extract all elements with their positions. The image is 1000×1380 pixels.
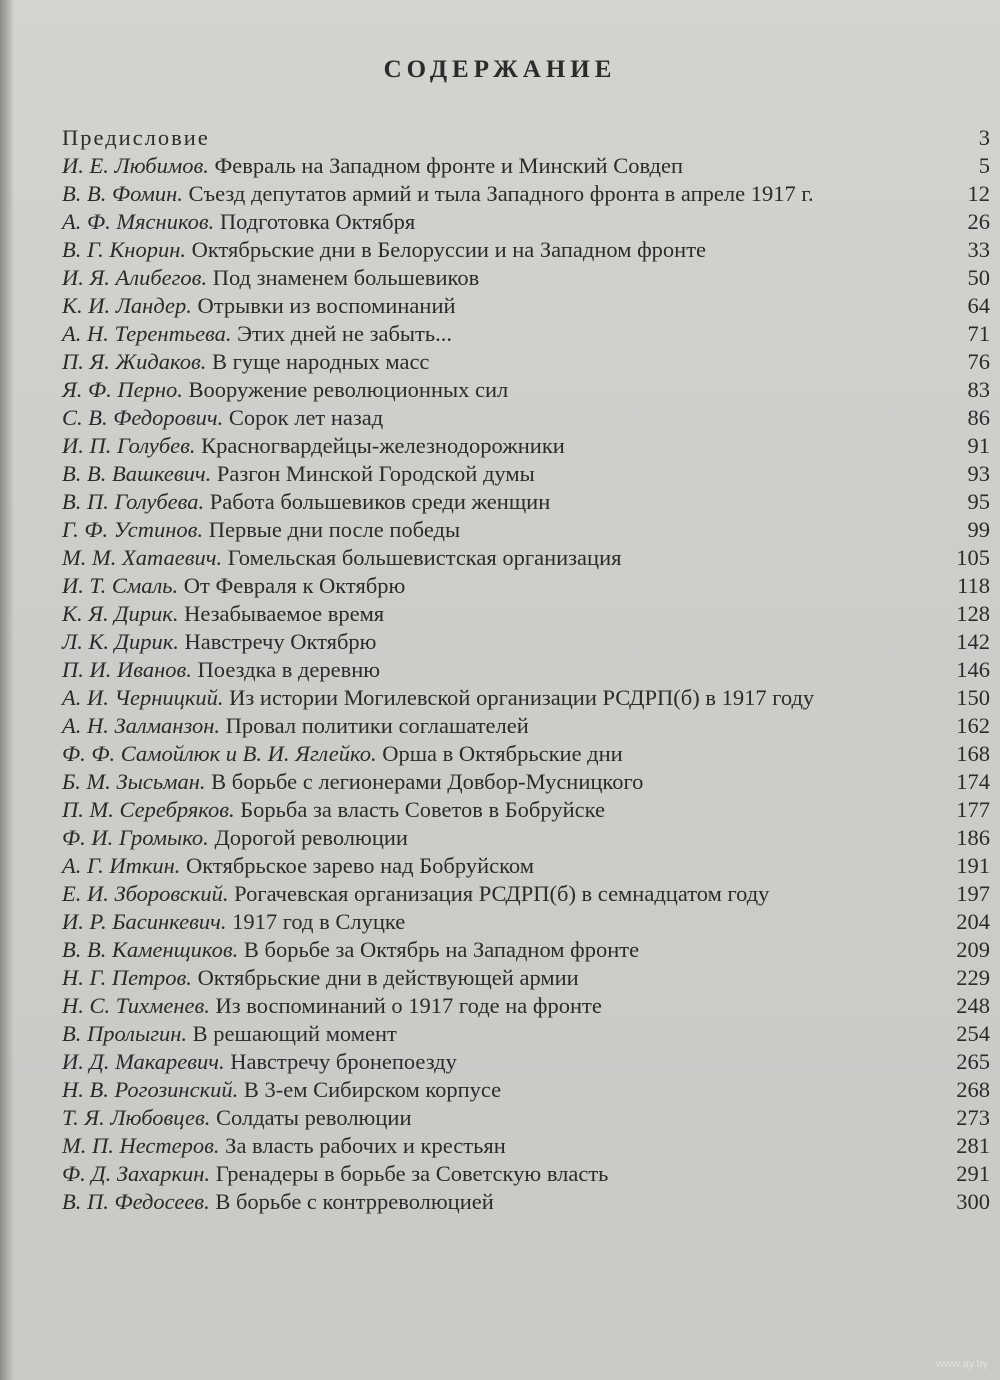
toc-entry-title: Подготовка Октября <box>219 209 416 234</box>
toc-entry-page-number: 248 <box>956 993 990 1018</box>
toc-entry-page-number: 86 <box>967 405 990 430</box>
toc-entry-title: Под знаменем большевиков <box>212 265 480 290</box>
toc-entry-page-number: 50 <box>967 265 990 290</box>
toc-entry <box>62 404 992 432</box>
toc-entry-author: Ф. И. Громыко. <box>62 825 209 850</box>
toc-entry-author: П. И. Иванов. <box>62 657 192 682</box>
toc-entry <box>62 236 992 264</box>
toc-entry-author: Н. В. Рогозинский. <box>62 1077 239 1102</box>
toc-entry-text <box>62 796 904 824</box>
toc-entry <box>62 628 992 656</box>
toc-entry <box>62 740 992 768</box>
toc-entry-text <box>62 852 904 880</box>
toc-entry-author: В. В. Фомин. <box>62 181 183 206</box>
toc-entry-author: Л. К. Дирик. <box>62 629 179 654</box>
toc-entry-author: Т. Я. Любовцев. <box>62 1105 211 1130</box>
toc-entry-page-number: 254 <box>956 1021 990 1046</box>
toc-entry-title: В решающий момент <box>192 1021 397 1046</box>
toc-entry-page-number: 99 <box>967 517 990 542</box>
toc-entry-text <box>62 1160 904 1188</box>
toc-entry-title: Этих дней не забыть... <box>237 321 452 346</box>
toc-entry-text <box>62 292 904 320</box>
toc-entry-text <box>62 236 904 264</box>
toc-entry-page-number: 229 <box>956 965 990 990</box>
toc-entry-text <box>62 432 904 460</box>
toc-entry-title: Навстречу бронепоезду <box>230 1049 457 1074</box>
toc-entry <box>62 348 992 376</box>
toc-entry-title: Орша в Октябрьские дни <box>382 741 623 766</box>
toc-entry <box>62 852 992 880</box>
toc-entry <box>62 880 992 908</box>
toc-entry-title: Борьба за власть Советов в Бобруйске <box>240 797 605 822</box>
toc-entry-page-number: 142 <box>956 629 990 654</box>
toc-entry-title: Отрывки из воспоминаний <box>197 293 456 318</box>
toc-entry <box>62 264 992 292</box>
toc-entry-author: Г. Ф. Устинов. <box>62 517 204 542</box>
toc-entry-author: В. Пролыгин. <box>62 1021 188 1046</box>
toc-entry-title: В борьбе с контрреволюцией <box>215 1189 494 1214</box>
toc-entry-title: За власть рабочих и крестьян <box>225 1133 506 1158</box>
toc-entry-text <box>62 572 904 600</box>
toc-entry-author: П. М. Серебряков. <box>62 797 235 822</box>
toc-entry-title: В борьбе с легионерами Довбор-Мусницкого <box>211 769 644 794</box>
toc-entry-text <box>62 544 904 572</box>
toc-entry-page-number: 150 <box>956 685 990 710</box>
toc-entry-page-number: 273 <box>956 1105 990 1130</box>
toc-entry-page-number: 174 <box>956 769 990 794</box>
toc-entry-page-number: 186 <box>956 825 990 850</box>
toc-entry-title: Гомельская большевистская организация <box>227 545 622 570</box>
toc-entry-text <box>62 768 904 796</box>
page-title: СОДЕРЖАНИЕ <box>383 56 617 83</box>
toc-entry-title: Предисловие <box>62 125 210 150</box>
toc-entry <box>62 376 992 404</box>
toc-entry <box>62 124 992 152</box>
toc-entry-author: А. И. Черницкий. <box>62 685 224 710</box>
toc-entry-text <box>62 460 904 488</box>
toc-entry-text <box>62 740 904 768</box>
toc-entry-author: М. П. Нестеров. <box>62 1133 220 1158</box>
toc-entry <box>62 824 992 852</box>
toc-entry <box>62 432 992 460</box>
toc-entry-page-number: 146 <box>956 657 990 682</box>
toc-entry-page-number: 26 <box>967 209 990 234</box>
toc-entry-title: Октябрьские дни в Белоруссии и на Западном фронте <box>191 237 707 262</box>
toc-entry-title: Февраль на Западном фронте и Минский Совдеп <box>214 153 683 178</box>
page-binding-edge <box>0 0 14 1380</box>
toc-entry-author: Ф. Д. Захаркин. <box>62 1161 211 1186</box>
toc-entry <box>62 600 992 628</box>
toc-entry-text <box>62 488 904 516</box>
toc-entry-page-number: 93 <box>967 461 990 486</box>
toc-entry-text <box>62 264 904 292</box>
toc-entry-page-number: 191 <box>956 853 990 878</box>
toc-entry-title: Сорок лет назад <box>228 405 384 430</box>
toc-entry-text <box>62 1076 904 1104</box>
toc-entry <box>62 1104 992 1132</box>
toc-entry-text <box>62 1048 904 1076</box>
toc-entry <box>62 1020 992 1048</box>
toc-entry-page-number: 268 <box>956 1077 990 1102</box>
toc-entry-text <box>62 600 904 628</box>
toc-entry <box>62 1076 992 1104</box>
toc-entry <box>62 544 992 572</box>
toc-entry-text <box>62 1132 904 1160</box>
toc-entry-text <box>62 712 904 740</box>
toc-entry-text <box>62 348 904 376</box>
toc-entry-text <box>62 824 904 852</box>
toc-entry-title: Поездка в деревню <box>197 657 381 682</box>
toc-entry-author: Н. Г. Петров. <box>62 965 192 990</box>
toc-entry-title: Вооружение революционных сил <box>188 377 509 402</box>
toc-entry-page-number: 71 <box>967 321 990 346</box>
toc-entry-page-number: 5 <box>978 153 990 178</box>
toc-entry-author: М. М. Хатаевич. <box>62 545 223 570</box>
toc-entry-author: С. В. Федорович. <box>62 405 224 430</box>
toc-entry <box>62 572 992 600</box>
toc-entry-page-number: 128 <box>956 601 990 626</box>
toc-entry-text <box>62 1104 904 1132</box>
toc-entry-title: Рогачевская организация РСДРП(б) в семнадцатом году <box>234 881 770 906</box>
toc-entry-author: И. Е. Любимов. <box>62 153 209 178</box>
toc-entry-title: Незабываемое время <box>184 601 385 626</box>
toc-entry-text <box>62 1020 904 1048</box>
watermark: www.ay.by <box>936 1358 988 1370</box>
toc-entry-text <box>62 964 904 992</box>
toc-entry-author: И. Д. Макаревич. <box>62 1049 225 1074</box>
toc-entry-title: Съезд депутатов армий и тыла Западного фронта в апреле 1917 г. <box>188 181 814 206</box>
toc-entry-title: Из воспоминаний о 1917 годе на фронте <box>215 993 602 1018</box>
toc-entry-page-number: 162 <box>956 713 990 738</box>
toc-entry-author: В. П. Федосеев. <box>62 1189 210 1214</box>
toc-entry-author: А. Г. Иткин. <box>62 853 181 878</box>
toc-entry-title: Навстречу Октябрю <box>184 629 377 654</box>
toc-entry-page-number: 204 <box>956 909 990 934</box>
toc-entry-page-number: 91 <box>967 433 990 458</box>
toc-entry-text <box>62 992 904 1020</box>
toc-entry-text <box>62 320 904 348</box>
toc-entry <box>62 936 992 964</box>
toc-entry-author: В. Г. Кнорин. <box>62 237 186 262</box>
toc-entry-page-number: 83 <box>967 377 990 402</box>
table-of-contents <box>62 124 992 1216</box>
toc-entry-author: В. В. Вашкевич. <box>62 461 212 486</box>
toc-entry-page-number: 105 <box>956 545 990 570</box>
toc-entry-page-number: 3 <box>978 125 990 150</box>
toc-entry-page-number: 300 <box>956 1189 990 1214</box>
toc-entry <box>62 796 992 824</box>
toc-entry-author: И. Р. Басинкевич. <box>62 909 227 934</box>
toc-entry-title: От Февраля к Октябрю <box>183 573 406 598</box>
toc-entry-title: Работа большевиков среди женщин <box>209 489 551 514</box>
toc-entry-text <box>62 208 904 236</box>
toc-entry-text <box>62 124 904 152</box>
toc-entry-text <box>62 516 904 544</box>
toc-entry-text <box>62 684 904 712</box>
toc-entry-text <box>62 936 904 964</box>
toc-entry <box>62 768 992 796</box>
toc-entry-title: В борьбе за Октябрь на Западном фронте <box>243 937 640 962</box>
toc-entry-author: И. Т. Смаль. <box>62 573 179 598</box>
toc-entry-author: А. Н. Терентьева. <box>62 321 232 346</box>
toc-entry-page-number: 209 <box>956 937 990 962</box>
toc-entry-author: К. Я. Дирик. <box>62 601 179 626</box>
toc-entry <box>62 992 992 1020</box>
toc-entry <box>62 684 992 712</box>
toc-entry <box>62 1132 992 1160</box>
toc-entry <box>62 460 992 488</box>
toc-entry-page-number: 281 <box>956 1133 990 1158</box>
toc-entry-author: В. П. Голубева. <box>62 489 205 514</box>
toc-entry-page-number: 76 <box>967 349 990 374</box>
toc-entry-page-number: 291 <box>956 1161 990 1186</box>
toc-entry <box>62 488 992 516</box>
toc-entry-author: И. Я. Алибегов. <box>62 265 208 290</box>
toc-entry-author: А. Н. Залманзон. <box>62 713 220 738</box>
toc-entry-page-number: 265 <box>956 1049 990 1074</box>
toc-entry-title: Красногвардейцы-железнодорожники <box>201 433 565 458</box>
toc-entry-title: Провал политики соглашателей <box>225 713 529 738</box>
toc-entry-page-number: 64 <box>967 293 990 318</box>
toc-entry-text <box>62 628 904 656</box>
toc-entry-text <box>62 908 904 936</box>
toc-entry <box>62 712 992 740</box>
toc-entry-page-number: 168 <box>956 741 990 766</box>
toc-entry-title: Солдаты революции <box>216 1105 412 1130</box>
toc-entry <box>62 292 992 320</box>
toc-entry-title: Разгон Минской Городской думы <box>216 461 535 486</box>
toc-entry-title: Гренадеры в борьбе за Советскую власть <box>215 1161 609 1186</box>
toc-entry <box>62 964 992 992</box>
toc-entry-title: Октябрьское зарево над Бобруйском <box>186 853 534 878</box>
toc-entry <box>62 1048 992 1076</box>
toc-entry-author: К. И. Ландер. <box>62 293 192 318</box>
toc-entry-text <box>62 880 904 908</box>
toc-entry-page-number: 197 <box>956 881 990 906</box>
toc-entry-author: П. Я. Жидаков. <box>62 349 207 374</box>
toc-entry <box>62 1160 992 1188</box>
toc-entry-text <box>62 1188 904 1216</box>
toc-entry <box>62 180 992 208</box>
toc-entry-title: В 3-ем Сибирском корпусе <box>243 1077 502 1102</box>
toc-entry-text <box>62 376 904 404</box>
toc-entry <box>62 208 992 236</box>
toc-entry-title: Из истории Могилевской организации РСДРП(б) в 1917 году <box>229 685 815 710</box>
toc-entry-title: Дорогой революции <box>214 825 408 850</box>
toc-entry-author: Б. М. Зысьман. <box>62 769 206 794</box>
toc-entry <box>62 908 992 936</box>
toc-entry-title: Первые дни после победы <box>208 517 461 542</box>
toc-entry-author: Н. С. Тихменев. <box>62 993 210 1018</box>
toc-entry-author: Ф. Ф. Самойлюк и В. И. Яглейко. <box>62 741 377 766</box>
toc-entry-text <box>62 152 904 180</box>
toc-entry-title: В гуще народных масс <box>211 349 430 374</box>
toc-entry-author: Е. И. Зборовский. <box>62 881 229 906</box>
toc-entry-page-number: 95 <box>967 489 990 514</box>
toc-entry-author: В. В. Каменщиков. <box>62 937 239 962</box>
toc-entry <box>62 516 992 544</box>
toc-entry <box>62 1188 992 1216</box>
toc-entry-page-number: 118 <box>957 573 990 598</box>
toc-entry-author: А. Ф. Мясников. <box>62 209 215 234</box>
toc-entry-author: И. П. Голубев. <box>62 433 196 458</box>
toc-entry-page-number: 12 <box>967 181 990 206</box>
toc-entry <box>62 152 992 180</box>
toc-entry-text <box>62 180 904 208</box>
toc-entry-text <box>62 656 904 684</box>
toc-entry-title: Октябрьские дни в действующей армии <box>197 965 579 990</box>
toc-entry-author: Я. Ф. Перно. <box>62 377 183 402</box>
toc-entry <box>62 656 992 684</box>
toc-entry-title: 1917 год в Слуцке <box>232 909 406 934</box>
toc-entry-page-number: 177 <box>956 797 990 822</box>
toc-entry-page-number: 33 <box>967 237 990 262</box>
toc-entry <box>62 320 992 348</box>
toc-entry-text <box>62 404 904 432</box>
